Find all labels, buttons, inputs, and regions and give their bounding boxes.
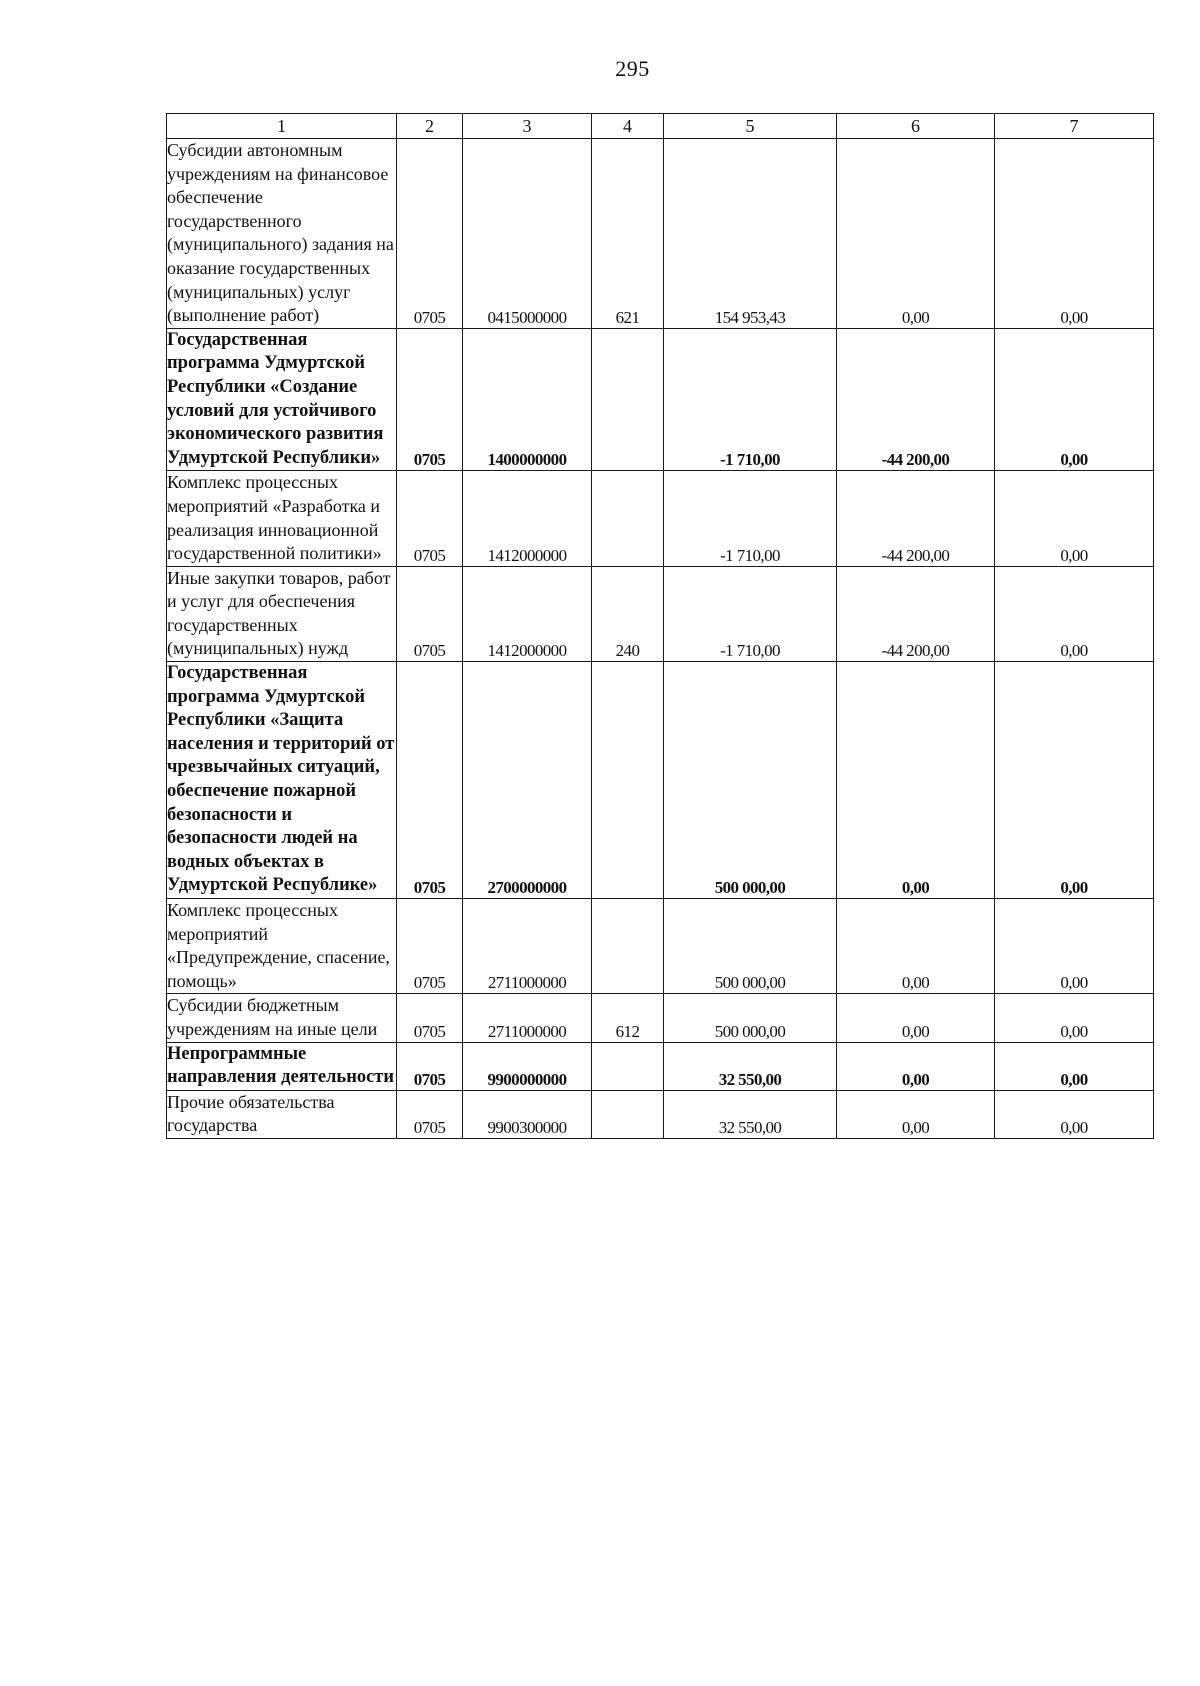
- row-section-code: 0705: [397, 1042, 463, 1090]
- column-header-5: 5: [664, 114, 837, 139]
- row-name: Комплекс процессных мероприятий «Разработка и реализация инновационной государственной политики»: [167, 471, 397, 566]
- row-expense-type: [592, 662, 664, 899]
- table-row: [167, 994, 1154, 1042]
- table-row: [167, 1090, 1154, 1138]
- row-amount-col6: -44 200,00: [837, 566, 995, 661]
- row-section-code: 0705: [397, 328, 463, 471]
- row-amount-col5: 500 000,00: [664, 994, 837, 1042]
- row-target-code: 0415000000: [463, 139, 592, 329]
- row-target-code: 2700000000: [463, 662, 592, 899]
- row-section-code: 0705: [397, 139, 463, 329]
- table-row: [167, 662, 1154, 899]
- row-name: Субсидии автономным учреждениям на финансовое обеспечение государственного (муниципального) задания на оказание государственных (муниципальных) услуг (выполнение работ): [167, 139, 397, 329]
- row-expense-type: [592, 471, 664, 566]
- column-header-4: 4: [592, 114, 664, 139]
- row-name: Прочие обязательства государства: [167, 1090, 397, 1138]
- table-row: [167, 1042, 1154, 1090]
- budget-table: [166, 113, 1154, 1139]
- row-target-code: 1412000000: [463, 566, 592, 661]
- column-header-2: 2: [397, 114, 463, 139]
- row-amount-col7: 0,00: [995, 662, 1154, 899]
- row-name: Субсидии бюджетным учреждениям на иные цели: [167, 994, 397, 1042]
- column-header-7: 7: [995, 114, 1154, 139]
- row-amount-col6: 0,00: [837, 662, 995, 899]
- row-amount-col7: 0,00: [995, 899, 1154, 994]
- row-amount-col6: -44 200,00: [837, 471, 995, 566]
- row-name: Иные закупки товаров, работ и услуг для обеспечения государственных (муниципальных) нужд: [167, 566, 397, 661]
- table-row: [167, 899, 1154, 994]
- row-expense-type: 621: [592, 139, 664, 329]
- page-number: 295: [615, 56, 650, 81]
- table-header-row: [167, 114, 1154, 139]
- column-header-6: 6: [837, 114, 995, 139]
- row-amount-col7: 0,00: [995, 1090, 1154, 1138]
- row-name: Государственная программа Удмуртской Республики «Создание условий для устойчивого экономического развития Удмуртской Республики»: [167, 328, 397, 471]
- row-section-code: 0705: [397, 471, 463, 566]
- row-section-code: 0705: [397, 994, 463, 1042]
- table-row: [167, 471, 1154, 566]
- row-amount-col5: 154 953,43: [664, 139, 837, 329]
- row-name: Непрограммные направления деятельности: [167, 1042, 397, 1090]
- row-amount-col5: 500 000,00: [664, 662, 837, 899]
- row-amount-col5: -1 710,00: [664, 328, 837, 471]
- row-amount-col7: 0,00: [995, 994, 1154, 1042]
- row-section-code: 0705: [397, 662, 463, 899]
- table-row: [167, 566, 1154, 661]
- row-amount-col6: 0,00: [837, 994, 995, 1042]
- row-expense-type: [592, 328, 664, 471]
- row-section-code: 0705: [397, 566, 463, 661]
- column-header-1: 1: [167, 114, 397, 139]
- row-name: Комплекс процессных мероприятий «Предупреждение, спасение, помощь»: [167, 899, 397, 994]
- row-amount-col6: 0,00: [837, 139, 995, 329]
- row-expense-type: [592, 1090, 664, 1138]
- row-section-code: 0705: [397, 1090, 463, 1138]
- row-amount-col6: 0,00: [837, 899, 995, 994]
- row-section-code: 0705: [397, 899, 463, 994]
- row-target-code: 1412000000: [463, 471, 592, 566]
- row-target-code: 9900000000: [463, 1042, 592, 1090]
- row-target-code: 2711000000: [463, 994, 592, 1042]
- row-expense-type: [592, 899, 664, 994]
- row-amount-col6: 0,00: [837, 1042, 995, 1090]
- row-amount-col5: 32 550,00: [664, 1090, 837, 1138]
- row-amount-col7: 0,00: [995, 139, 1154, 329]
- row-amount-col5: -1 710,00: [664, 471, 837, 566]
- row-amount-col5: -1 710,00: [664, 566, 837, 661]
- row-target-code: 9900300000: [463, 1090, 592, 1138]
- row-amount-col5: 500 000,00: [664, 899, 837, 994]
- row-amount-col7: 0,00: [995, 566, 1154, 661]
- table-body: [167, 139, 1154, 1139]
- row-amount-col6: -44 200,00: [837, 328, 995, 471]
- row-amount-col7: 0,00: [995, 1042, 1154, 1090]
- row-target-code: 2711000000: [463, 899, 592, 994]
- row-amount-col6: 0,00: [837, 1090, 995, 1138]
- table-row: [167, 328, 1154, 471]
- row-name: Государственная программа Удмуртской Республики «Защита населения и территорий от чрезвычайных ситуаций, обеспечение пожарной безопасности и безопасности людей на водных объектах в Удмуртской Республике»: [167, 662, 397, 899]
- row-target-code: 1400000000: [463, 328, 592, 471]
- row-expense-type: 612: [592, 994, 664, 1042]
- row-amount-col7: 0,00: [995, 328, 1154, 471]
- table-row: [167, 139, 1154, 329]
- row-expense-type: [592, 1042, 664, 1090]
- column-header-3: 3: [463, 114, 592, 139]
- row-amount-col7: 0,00: [995, 471, 1154, 566]
- row-amount-col5: 32 550,00: [664, 1042, 837, 1090]
- row-expense-type: 240: [592, 566, 664, 661]
